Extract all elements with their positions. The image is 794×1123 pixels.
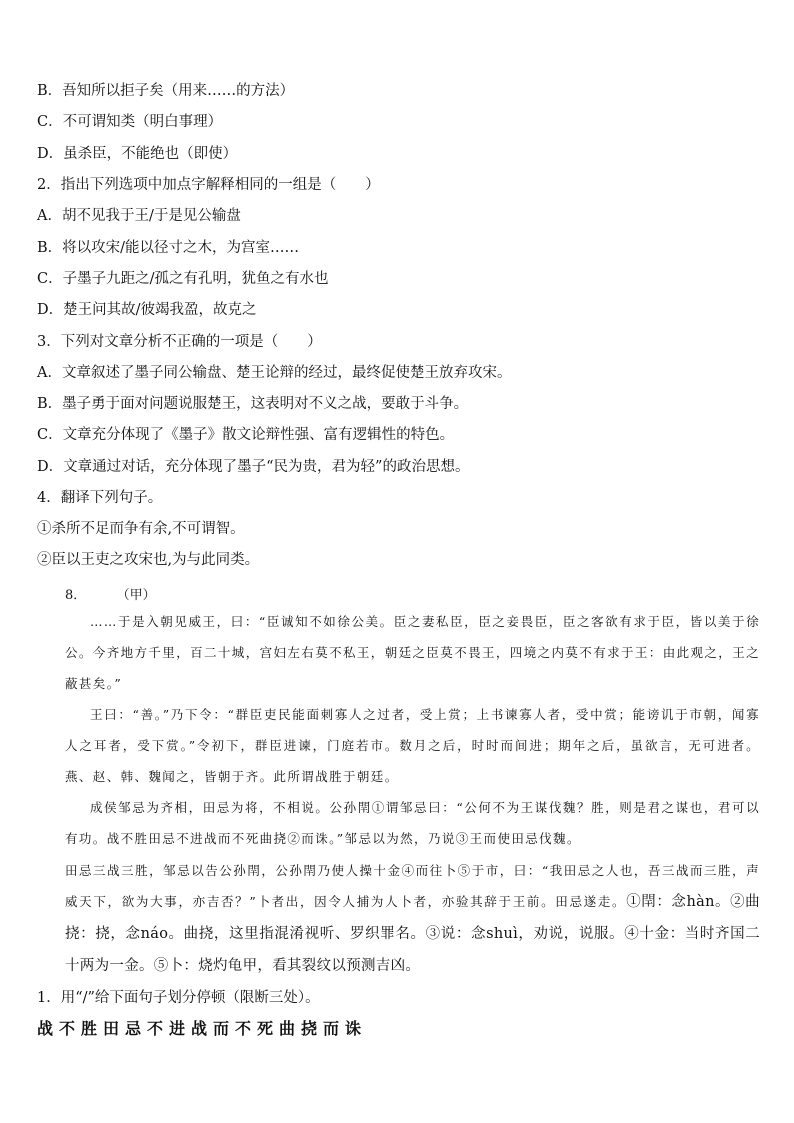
passage-paragraph: 田忌三战三胜，邹忌以告公孙閈，公孙閈乃使人操十金④而往卜⑤于市，曰：“我田忌之人也，吾三战而三胜，声威天下，欲为大事，亦吉否？”卜者出，因令人捕为人卜者，亦验其辞于王前。田忌遂走。 <box>65 863 760 909</box>
punctuation-sentence: 战不胜田忌不进战而不死曲挠而诛 <box>37 1019 368 1038</box>
q2-option-c: C．子墨子九距之/孤之有孔明，犹鱼之有水也 <box>37 271 329 287</box>
q3-option-a: A．文章叙述了墨子同公输盘、楚王论辩的经过，最终促使楚王放弃攻宋。 <box>37 365 512 381</box>
passage-last-block <box>65 855 760 982</box>
q3-option-b: B．墨子勇于面对问题说服楚王，这表明对不义之战，要敢于斗争。 <box>37 396 469 412</box>
q2-option-d: D．楚王问其故/彼竭我盈，故克之 <box>37 302 257 318</box>
q1-option-d: D．虽杀臣，不能绝也（即使） <box>37 146 238 162</box>
q2-option-b: B．将以攻宋/能以径寸之木，为宫室…… <box>37 240 300 256</box>
q1-option-c: C．不可谓知类（明白事理） <box>37 114 223 130</box>
classical-passage <box>65 606 760 854</box>
q1-option-b: B．吾知所以拒子矣（用来……的方法） <box>37 83 295 99</box>
q2-option-a: A．胡不见我于王/于是见公输盘 <box>37 208 241 224</box>
q3-option-d: D．文章通过对话，充分体现了墨子“民为贵，君为轻”的政治思想。 <box>37 459 470 475</box>
q3-stem: 3．下列对文章分析不正确的一项是（ ） <box>37 334 322 350</box>
q3-option-c: C．文章充分体现了《墨子》散文论辩性强、富有逻辑性的特色。 <box>37 427 455 443</box>
passage-paragraph: ……于是入朝见威王，曰：“臣诚知不如徐公美。臣之妻私臣，臣之妾畏臣，臣之客欲有求于臣，皆以美于徐公。今齐地方千里，百二十城，宫妇左右莫不私王，朝廷之臣莫不畏王，四境之内莫不有求于王：由此观之，王之蔽甚矣。” <box>65 614 761 691</box>
passage-paragraph: 成侯邹忌为齐相，田忌为将，不相说。公孙閈①谓邹忌曰：“公何不为王谋伐魏？胜，则是君之谋也，君可以有功。战不胜田忌不进战而不死曲挠②而诛。”邹忌以为然，乃说③王而使田忌伐魏。 <box>65 800 760 846</box>
q2-stem: 2．指出下列选项中加点字解释相同的一组是（ ） <box>37 177 380 193</box>
passage-paragraph: 王曰：“善。”乃下令：“群臣吏民能面刺寡人之过者，受上赏；上书谏寡人者，受中赏；能谤讥于市朝，闻寡人之耳者，受下赏。”令初下，群臣进谏，门庭若市。数月之后，时时而间进；期年之后，虽欲言，无可进者。燕、赵、韩、魏闻之，皆朝于齐。此所谓战胜于朝廷。 <box>65 707 760 784</box>
section-heading <box>65 584 156 603</box>
q4-stem: 4．翻译下列句子。 <box>37 490 163 506</box>
passage-notes: ①閈：念hàn。②曲挠：挠，念náo。曲挠，这里指混淆视听、罗织罪名。③说：念shuì，劝说，说服。④十金：当时齐国二十两为一金。⑤卜：烧灼龟甲，看其裂纹以预测吉凶。 <box>65 894 760 974</box>
section-title: （甲） <box>116 588 156 603</box>
final-question-stem: 1．用“/”给下面句子划分停顿（限断三处）。 <box>37 990 320 1006</box>
section-number: 8． <box>65 588 87 603</box>
q4-item-2: ②臣以王吏之攻宋也,为与此同类。 <box>37 552 260 568</box>
q4-item-1: ①杀所不足而争有余,不可谓智。 <box>37 521 245 537</box>
